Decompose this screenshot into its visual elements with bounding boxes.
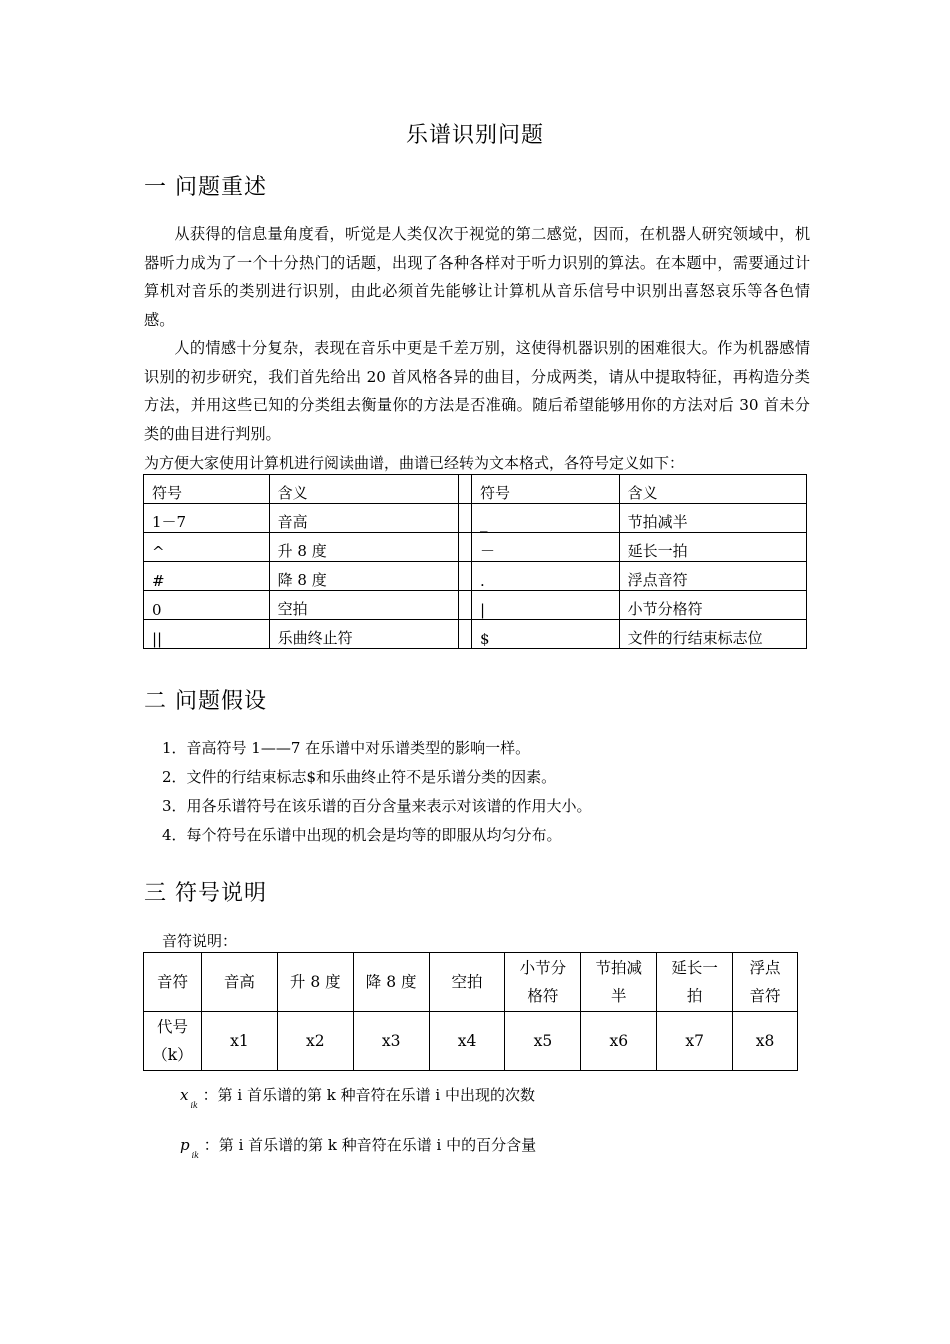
table-cell: 升 8 度	[277, 953, 353, 1012]
header-cell: 含义	[269, 475, 458, 504]
section-heading-assumptions: 二 问题假设	[144, 689, 267, 714]
cell-line: （k）	[152, 1046, 193, 1064]
table-cell: 0	[144, 591, 270, 620]
table-cell: _	[472, 504, 620, 533]
table-cell: 空拍	[429, 953, 505, 1012]
cell-line: 拍	[686, 987, 703, 1005]
list-item: 1．音高符号 1——7 在乐谱中对乐谱类型的影响一样。	[162, 739, 531, 757]
table-cell: x6	[581, 1012, 657, 1071]
table-cell: x5	[505, 1012, 581, 1071]
table-cell: 文件的行结束标志位	[619, 620, 806, 649]
table-cell: x3	[353, 1012, 429, 1071]
cell-line: 节拍减	[595, 959, 643, 977]
table-cell: －	[472, 533, 620, 562]
table-gap	[459, 475, 472, 504]
restatement-paragraph-2: 人的情感十分复杂，表现在音乐中更是千差万别，这使得机器识别的困难很大。作为机器感情识别的初步研究，我们首先给出 20 首风格各异的曲目，分成两类，请从中提取特征，再构造分类方法，并用这些已知的分类组去衡量你的方法是否准确。随后希望能够用你的方法对后 30 首未分类的曲目进行判别。	[144, 339, 810, 443]
table-cell	[505, 953, 581, 1012]
table-cell: 浮点音符	[619, 562, 806, 591]
section-heading-notation: 三 符号说明	[144, 881, 267, 906]
table-gap	[459, 620, 472, 649]
table-cell	[657, 953, 733, 1012]
variable-subscript: ik	[191, 1151, 200, 1160]
list-item: 2．文件的行结束标志$和乐曲终止符不是乐谱分类的因素。	[162, 768, 557, 786]
table-row	[144, 953, 798, 1012]
variable-x-definition	[180, 1084, 535, 1110]
table-row	[144, 620, 807, 649]
table-cell: $	[472, 620, 620, 649]
table-cell	[581, 953, 657, 1012]
table-cell: |	[472, 591, 620, 620]
page-title: 乐谱识别问题	[405, 123, 544, 148]
variable-description: ：第 i 首乐谱的第 k 种音符在乐谱 i 中出现的次数	[202, 1086, 535, 1104]
list-item: 3．用各乐谱符号在该乐谱的百分含量来表示对该谱的作用大小。	[162, 797, 592, 815]
table-cell: x1	[201, 1012, 277, 1071]
table-row	[144, 562, 807, 591]
table-cell: 音高	[201, 953, 277, 1012]
table-cell: ||	[144, 620, 270, 649]
table-cell: 1－7	[144, 504, 270, 533]
header-cell: 符号	[472, 475, 620, 504]
variable-p-definition	[180, 1134, 537, 1160]
table-cell: .	[472, 562, 620, 591]
table-cell: 音高	[269, 504, 458, 533]
variable-symbol: x	[180, 1086, 189, 1104]
table-cell: 小节分格符	[619, 591, 806, 620]
restatement-paragraph-1: 从获得的信息量角度看，听觉是人类仅次于视觉的第二感觉，因而，在机器人研究领域中，机器听力成为了一个十分热门的话题，出现了各种各样对于听力识别的算法。在本题中，需要通过计算机对音乐的类别进行识别，由此必须首先能够让计算机从音乐信号中识别出喜怒哀乐等各色情感。	[144, 225, 810, 329]
assumption-list	[162, 734, 592, 850]
cell-line: 半	[611, 987, 627, 1005]
table-row	[144, 1012, 798, 1071]
cell-line: 代号	[156, 1018, 188, 1036]
table-gap	[459, 533, 472, 562]
table-row	[144, 591, 807, 620]
restatement-body	[144, 220, 810, 448]
table-cell: 音符	[144, 953, 202, 1012]
table-gap	[459, 591, 472, 620]
table-cell: 乐曲终止符	[269, 620, 458, 649]
table-cell: x7	[657, 1012, 733, 1071]
note-code-table	[143, 952, 798, 1071]
table-cell: x2	[277, 1012, 353, 1071]
variable-description: ：第 i 首乐谱的第 k 种音符在乐谱 i 中的百分含量	[203, 1136, 537, 1154]
table-cell: 节拍减半	[619, 504, 806, 533]
table-cell: 空拍	[269, 591, 458, 620]
cell-line: 格符	[527, 987, 559, 1005]
cell-line: 浮点	[749, 959, 781, 977]
table-header-row	[144, 475, 807, 504]
notation-caption: 音符说明：	[162, 932, 238, 950]
cell-line: 延长一	[671, 959, 718, 977]
table-cell: #	[144, 562, 270, 591]
table-gap	[459, 504, 472, 533]
symbol-table-intro: 为方便大家使用计算机进行阅读曲谱，曲谱已经转为文本格式，各符号定义如下：	[144, 454, 685, 472]
table-cell: x4	[429, 1012, 505, 1071]
variable-symbol: p	[180, 1136, 190, 1154]
section-heading-restatement: 一 问题重述	[144, 175, 267, 200]
table-cell: 降 8 度	[269, 562, 458, 591]
table-cell: 升 8 度	[269, 533, 458, 562]
table-cell: 降 8 度	[353, 953, 429, 1012]
table-row	[144, 504, 807, 533]
variable-subscript: ik	[190, 1101, 198, 1110]
table-row	[144, 533, 807, 562]
table-cell: 延长一拍	[619, 533, 806, 562]
symbol-definition-table	[143, 474, 807, 649]
table-cell	[144, 1012, 202, 1071]
header-cell: 含义	[619, 475, 806, 504]
cell-line: 小节分	[519, 959, 567, 977]
table-cell	[733, 953, 798, 1012]
table-cell: x8	[733, 1012, 798, 1071]
table-gap	[459, 562, 472, 591]
cell-line: 音符	[749, 987, 781, 1005]
list-item: 4．每个符号在乐谱中出现的机会是均等的即服从均匀分布。	[162, 826, 562, 844]
header-cell: 符号	[144, 475, 270, 504]
table-cell: ^	[144, 533, 270, 562]
